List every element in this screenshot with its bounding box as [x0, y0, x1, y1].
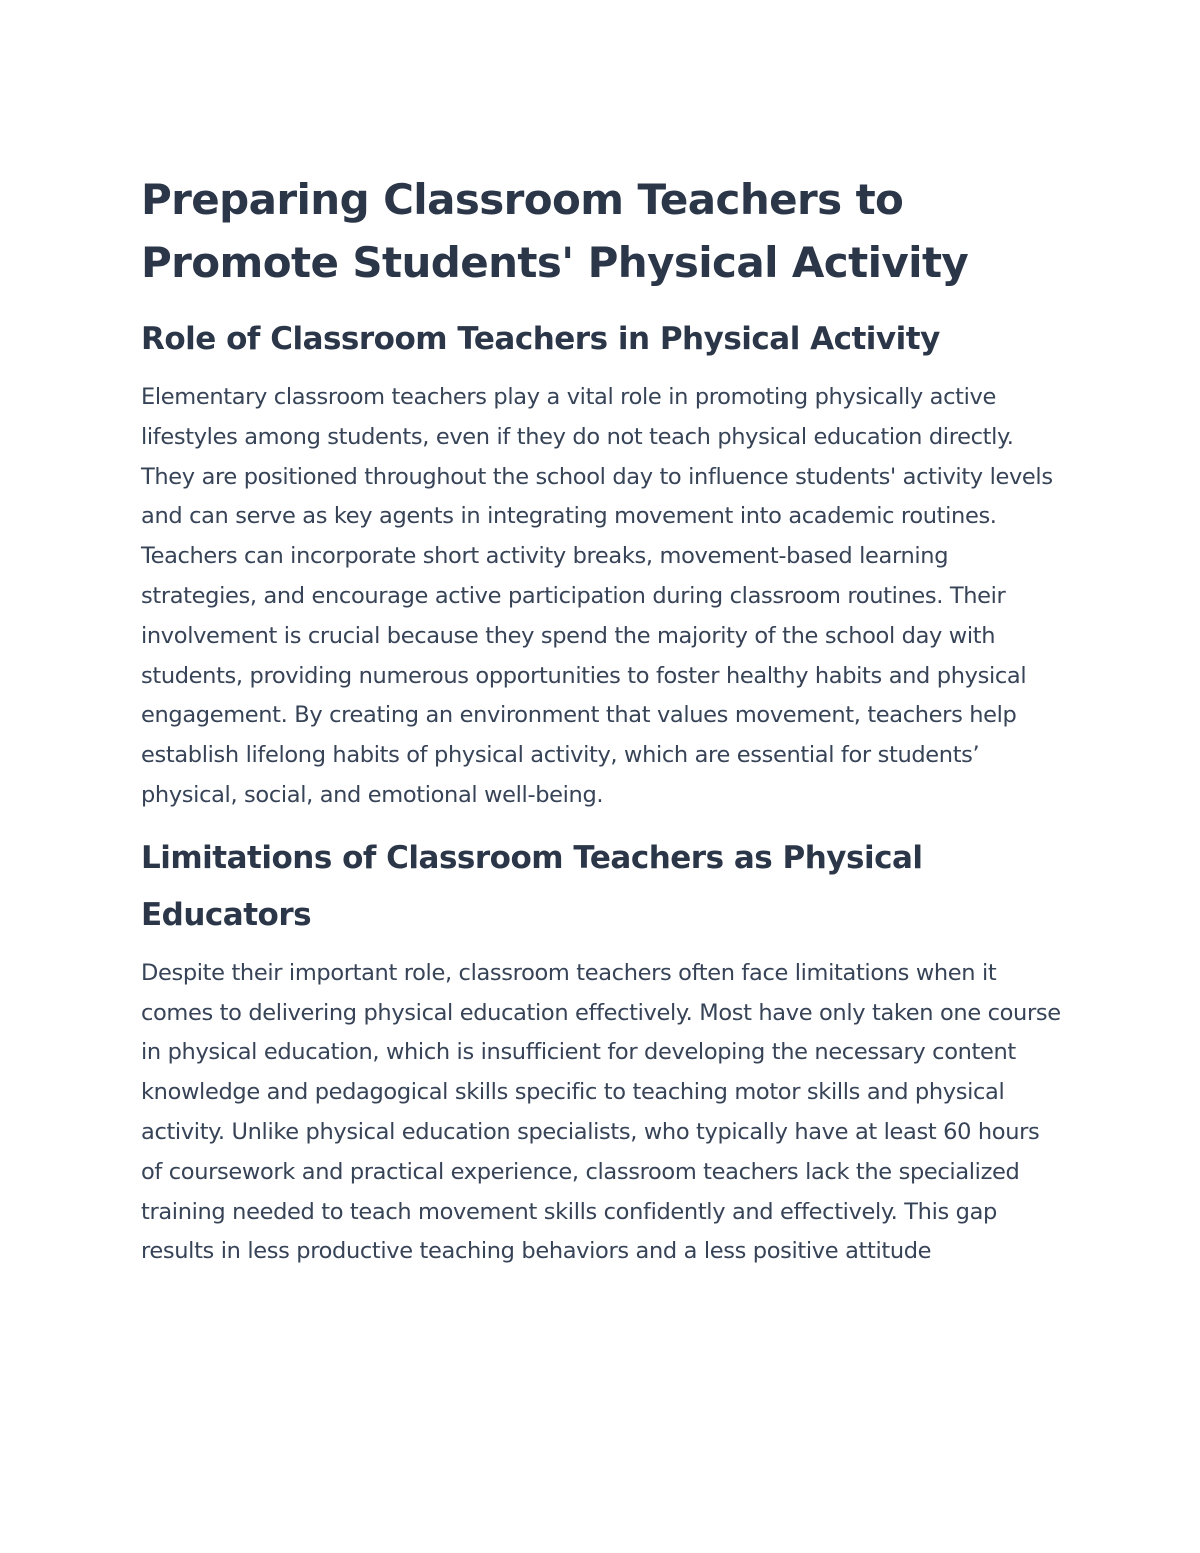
section-heading-role: Role of Classroom Teachers in Physical Activity — [141, 321, 940, 357]
section-body-role: Elementary classroom teachers play a vital role in promoting physically active lifestyles among students, even if they do not teach physical education directly. They are positioned throughout the school day to influence students' activity levels and can serve as key agents in integrating movement into academic routines. Teachers can incorporate short activity breaks, movement-based learning strategies, and encourage active participation during classroom routines. Their involvement is crucial because they spend the majority of the school day with students, providing numerous opportunities to foster healthy habits and physical engagement. By creating an environment that values movement, teachers help establish lifelong habits of physical activity, which are essential for students’ physical, social, and emotional well-being. — [141, 384, 1053, 808]
section-role — [141, 311, 1066, 816]
section-heading-limitations: Limitations of Classroom Teachers as Physical Educators — [141, 839, 923, 933]
document-title: Preparing Classroom Teachers to Promote Students' Physical Activity — [141, 175, 969, 287]
section-body-limitations: Despite their important role, classroom teachers often face limitations when it comes to delivering physical education effectively. Most have only taken one course in physical education, which is insufficient for developing the necessary content knowledge and pedagogical skills specific to teaching motor skills and physical activity. Unlike physical education specialists, who typically have at least 60 hours of coursework and practical experience, classroom teachers lack the specialized training needed to teach movement skills confidently and effectively. This gap results in less productive teaching behaviors and a less positive attitude — [141, 959, 1061, 1265]
section-limitations — [141, 830, 1066, 1272]
document-page — [141, 168, 1066, 1272]
